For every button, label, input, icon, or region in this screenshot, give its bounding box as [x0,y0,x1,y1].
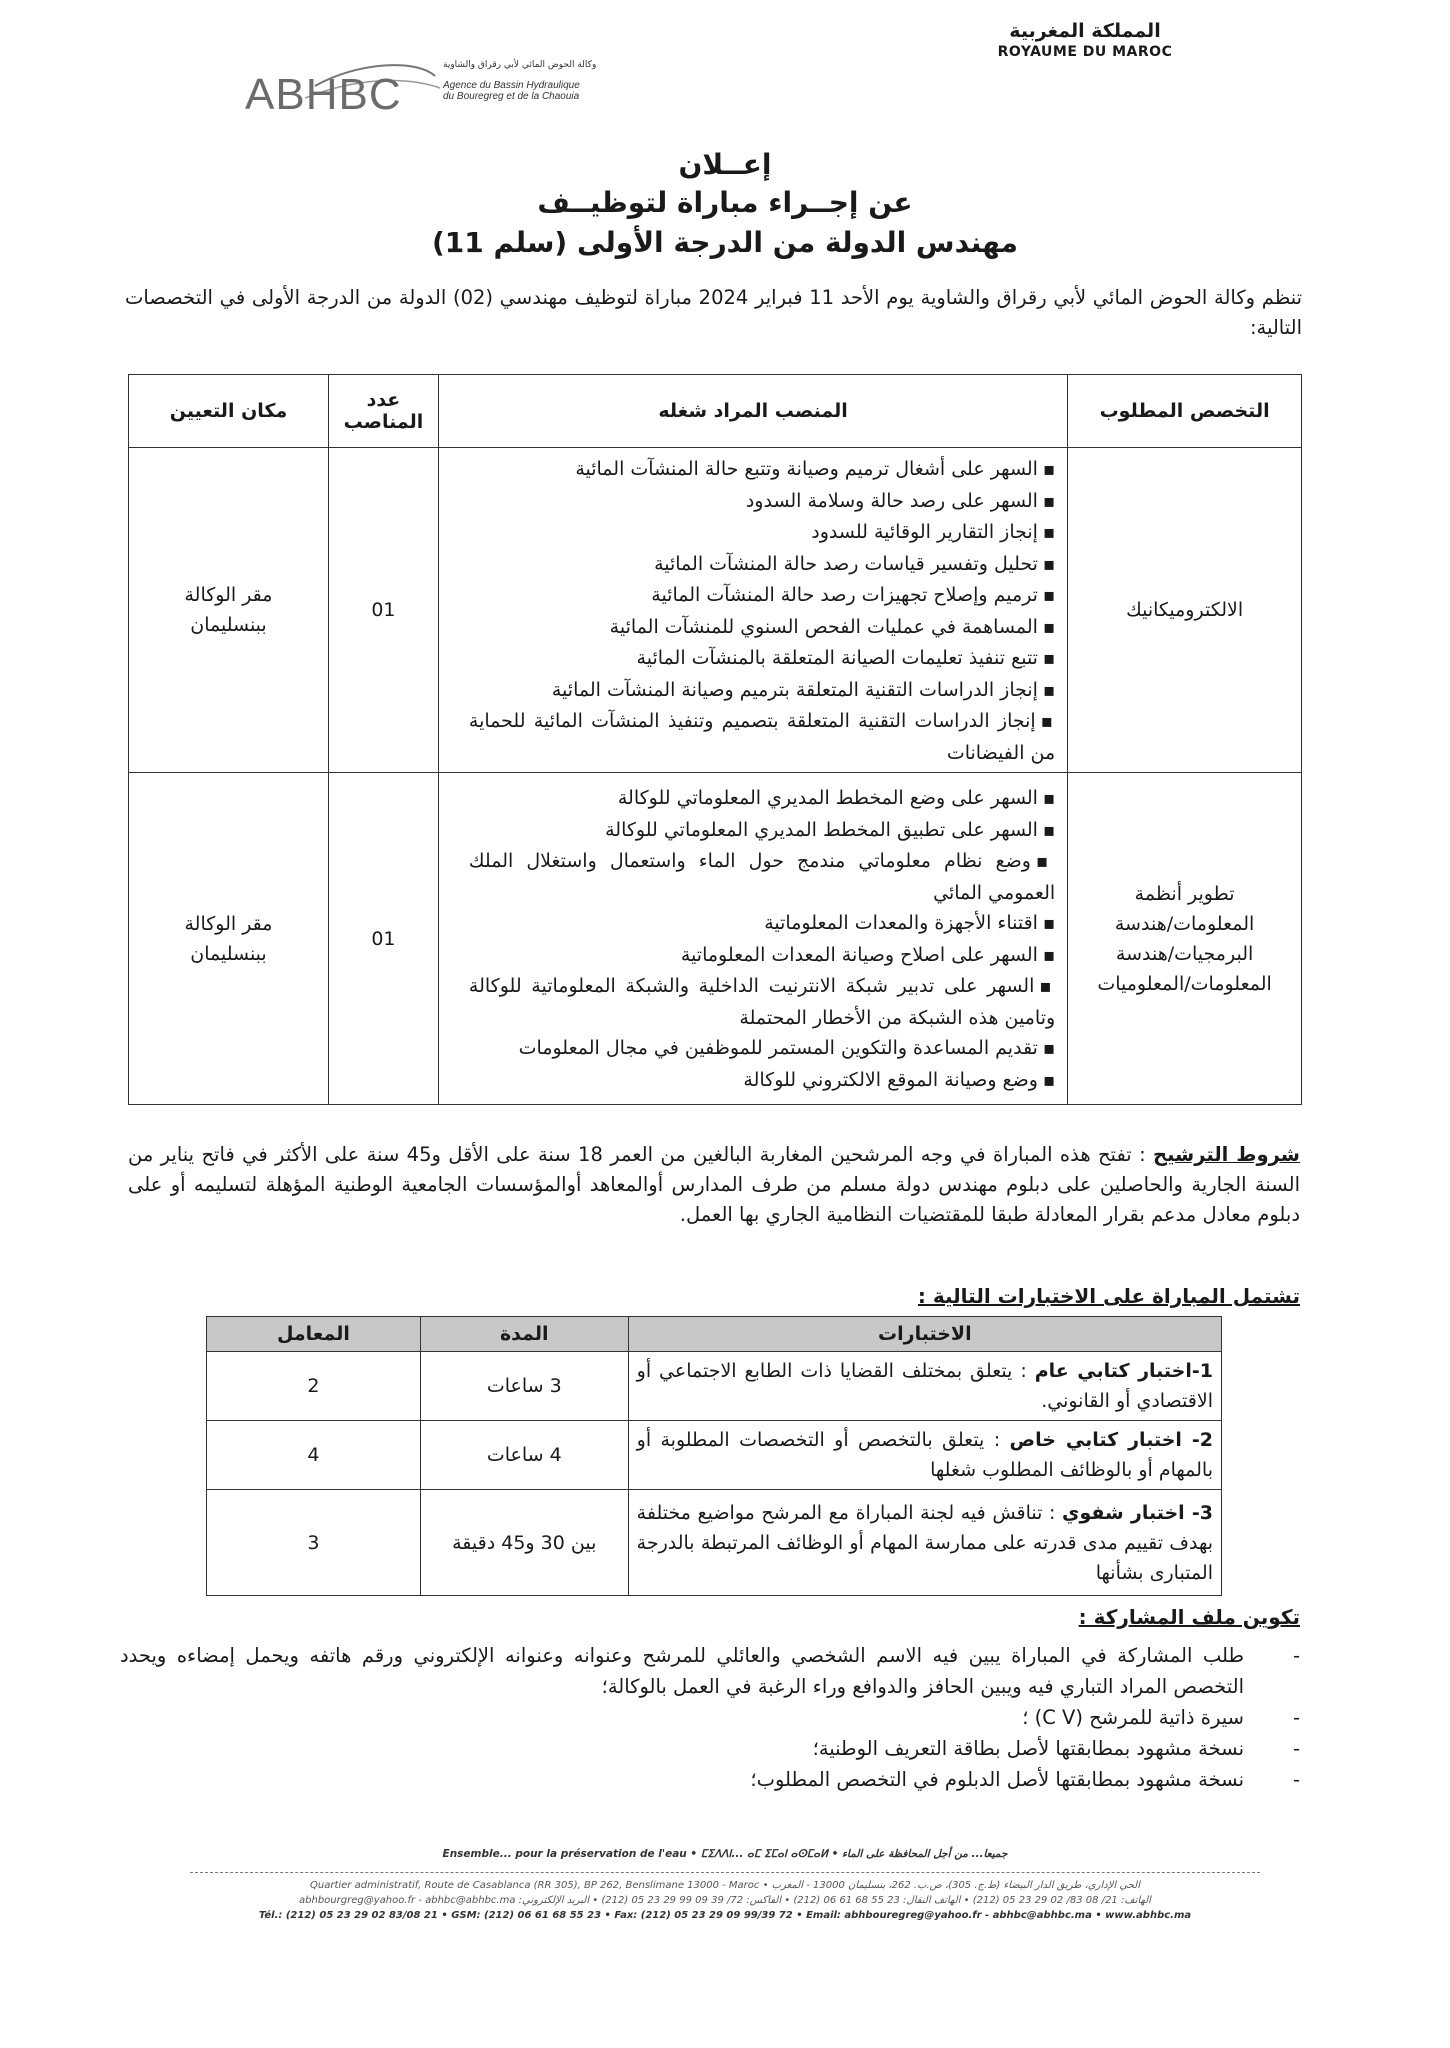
test-detail: : يتعلق بالتخصص أو التخصصات المطلوبة أو بالمهام أو بالوظائف المطلوب شغلها [636,1429,1213,1481]
test-coefficient: 2 [207,1352,421,1421]
test-detail: : يتعلق بمختلف القضايا ذات الطابع الاجتماعي أو الاقتصادي أو القانوني. [636,1360,1213,1412]
footer-slogan: Ensemble... pour la préservation de l'eau • ⵎⵉⴷⴷⵏ... ⴰⵎ ⵉⵎⴰⵏ ⴰⵙⵎⴰⵍ • جميعا... من أجل المحافظة على الماء [442,1848,1008,1860]
kingdom-header [990,20,1180,60]
task-item: ▪ تحليل وتفسير قياسات رصد حالة المنشآت المائية [469,549,1055,581]
dossier-heading: تكوين ملف المشاركة : [1078,1605,1300,1629]
title-line-1: إعــلان [678,148,772,181]
header-specialty: التخصص المطلوب [1068,375,1302,448]
test-duration: بين 30 و45 دقيقة [420,1490,628,1596]
test-description [628,1421,1221,1490]
tasks-cell [438,448,1067,773]
logo-agency-ar: وكالة الحوض المائي لأبي رقراق والشاوية [443,60,597,70]
logo-agency-fr-line2: du Bouregreg et de la Chaouia [443,91,580,102]
header-count: عدد المناصب [328,375,438,448]
test-description [628,1490,1221,1596]
test-description [628,1352,1221,1421]
task-item: ▪ السهر على أشغال ترميم وصيانة وتتبع حالة المنشآت المائية [469,454,1055,486]
footer-divider [190,1872,1260,1873]
kingdom-name-ar: المملكة المغربية [1009,20,1161,42]
tests-heading: تشتمل المباراة على الاختبارات التالية : [917,1284,1300,1308]
table-row [129,773,1302,1105]
footer-contacts-fr: Tél.: (212) 05 23 29 02 83/08 21 • GSM: (212) 06 61 68 55 23 • Fax: (212) 05 23 29 09 99/39 72 • Email: abhbouregreg@yahoo.fr - abhbc@abhbc.ma • www.abhbc.ma [258,1910,1192,1921]
task-item: ▪ إنجاز التقارير الوقائية للسدود [469,517,1055,549]
count-cell: 01 [328,773,438,1105]
title-line-2: عن إجــراء مباراة لتوظيــف [537,186,913,219]
task-item: ▪ إنجاز الدراسات التقنية المتعلقة بترميم وصيانة المنشآت المائية [469,675,1055,707]
test-detail: : تناقش فيه لجنة المباراة مع المرشح مواضيع مختلفة بهدف تقييم مدى قدرته على ممارسة المهام أو الوظائف المرتبطة بالدرجة المتبارى بشأنها [636,1501,1213,1584]
list-item: - نسخة مشهود بمطابقتها لأصل الدبلوم في التخصص المطلوب؛ [120,1764,1300,1795]
table-row [207,1352,1222,1421]
agency-logo [245,58,625,142]
conditions-label: شروط الترشيح [1153,1143,1300,1166]
header-duration: المدة [420,1317,628,1352]
task-item: ▪ السهر على اصلاح وصيانة المعدات المعلوماتية [469,940,1055,972]
tests-table [206,1316,1222,1596]
specialty-cell: الالكتروميكانيك [1068,448,1302,773]
table-row [129,448,1302,773]
kingdom-name-fr: ROYAUME DU MAROC [997,44,1173,60]
jobs-table [128,374,1302,1105]
jobs-header-row [129,375,1302,448]
task-item: ▪ تقديم المساعدة والتكوين المستمر للموظفين في مجال المعلومات [469,1033,1055,1065]
location-cell: مقر الوكالة ببنسليمان [129,773,329,1105]
list-item: - نسخة مشهود بمطابقتها لأصل بطاقة التعريف الوطنية؛ [120,1733,1300,1764]
specialty-cell: تطوير أنظمة المعلومات/هندسة البرمجيات/هندسة المعلومات/المعلوميات [1068,773,1302,1105]
footer-address: Quartier administratif, Route de Casablanca (RR 305), BP 262, Benslimane 13000 - Maroc • الحي الإداري، طريق الدار البيضاء (ط.ج. 305)، ص.ب. 262، بنسليمان 13000 - المغرب [310,1880,1140,1891]
test-coefficient: 3 [207,1490,421,1596]
header-location: مكان التعيين [129,375,329,448]
test-name: 3- اختبار شفوي [1062,1501,1213,1524]
task-item: ▪ وضع نظام معلوماتي مندمج حول الماء واستعمال واستغلال الملك العمومي المائي [469,846,1055,908]
tests-header-row [207,1317,1222,1352]
conditions-text: تفتح هذه المباراة في وجه المرشحين المغاربة البالغين من العمر 18 سنة على الأقل و45 سنة على الأكثر في فاتح يناير من السنة الجارية والحاصلين على دبلوم مهندس دولة مسلم من طرف المدارس أوالمعاهد أوالمؤسسات الجامعية الوطنية المؤهلة لتسليمه أو على دبلوم معادل مدعم بقرار المعادلة طبقا للمقتضيات النظامية الجاري بها العمل. [128,1143,1300,1226]
task-item: ▪ إنجاز الدراسات التقنية المتعلقة بتصميم وتنفيذ المنشآت المائية للحماية من الفيضانات [469,706,1055,768]
intro-paragraph: تنظم وكالة الحوض المائي لأبي رقراق والشاوية يوم الأحد 11 فبراير 2024 مباراة لتوظيف مهندسي (02) الدولة من الدرجة الأولى في التخصصات التالية: [125,286,1303,339]
table-row [207,1490,1222,1596]
task-item: ▪ السهر على تطبيق المخطط المديري المعلوماتي للوكالة [469,815,1055,847]
task-item: ▪ السهر على تدبير شبكة الانترنيت الداخلية والشبكة المعلوماتية للوكالة وتامين هذه الشبكة من الأخطار المحتملة [469,971,1055,1033]
count-cell: 01 [328,448,438,773]
header-position: المنصب المراد شغله [438,375,1067,448]
task-item: ▪ تتبع تنفيذ تعليمات الصيانة المتعلقة بالمنشآت المائية [469,643,1055,675]
title-line-3: مهندس الدولة من الدرجة الأولى (سلم 11) [431,226,1018,259]
test-duration: 3 ساعات [420,1352,628,1421]
task-item: ▪ اقتناء الأجهزة والمعدات المعلوماتية [469,908,1055,940]
logo-agency-fr-line1: Agence du Bassin Hydraulique [443,80,580,91]
dossier-list [120,1640,1300,1795]
location-cell: مقر الوكالة ببنسليمان [129,448,329,773]
header-coefficient: المعامل [207,1317,421,1352]
list-item: - سيرة ذاتية للمرشح (C V) ؛ [120,1702,1300,1733]
test-name: 1-اختبار كتابي عام [1034,1360,1213,1382]
table-row [207,1421,1222,1490]
conditions-paragraph: شروط الترشيح : تفتح هذه المباراة في وجه المرشحين المغاربة البالغين من العمر 18 سنة على الأقل و45 سنة على الأكثر في فاتح يناير من السنة الجارية والحاصلين على دبلوم مهندس دولة مسلم من طرف المدارس أوالمعاهد أوالمؤسسات الجامعية الوطنية المؤهلة لتسليمه أو على دبلوم معادل مدعم بقرار المعادلة طبقا للمقتضيات النظامية الجاري بها العمل. [128,1143,1300,1226]
task-item: ▪ السهر على وضع المخطط المديري المعلوماتي للوكالة [469,783,1055,815]
test-coefficient: 4 [207,1421,421,1490]
list-item: - طلب المشاركة في المباراة يبين فيه الاسم الشخصي والعائلي للمرشح وعنوانه وعنوانه الإلكتروني ورقم هاتفه ويحمل إمضاءه ويحدد التخصص المراد التباري فيه ويبين الحافز والدوافع وراء الرغبة في العمل بالوكالة؛ [120,1640,1300,1702]
task-item: ▪ المساهمة في عمليات الفحص السنوي للمنشآت المائية [469,612,1055,644]
test-duration: 4 ساعات [420,1421,628,1490]
footer-contacts-ar: الهاتف: 21/ 08 83/ 02 29 23 05 (212) • الهاتف النقال: 23 55 68 61 06 (212) • الفاكس: 72/ 39 09 99 29 23 05 (212) • البريد الإلكتروني: abhbourgreg@yahoo.fr - abhbc@abhbc.ma [299,1895,1151,1906]
task-item: ▪ وضع وصيانة الموقع الالكتروني للوكالة [469,1065,1055,1097]
logo-agency-fr [443,80,580,102]
task-item: ▪ ترميم وإصلاح تجهيزات رصد حالة المنشآت المائية [469,580,1055,612]
test-name: 2- اختبار كتابي خاص [1009,1429,1213,1451]
logo-mark: ABHBC [245,70,402,119]
tasks-cell [438,773,1067,1105]
header-tests: الاختبارات [628,1317,1221,1352]
task-item: ▪ السهر على رصد حالة وسلامة السدود [469,486,1055,518]
